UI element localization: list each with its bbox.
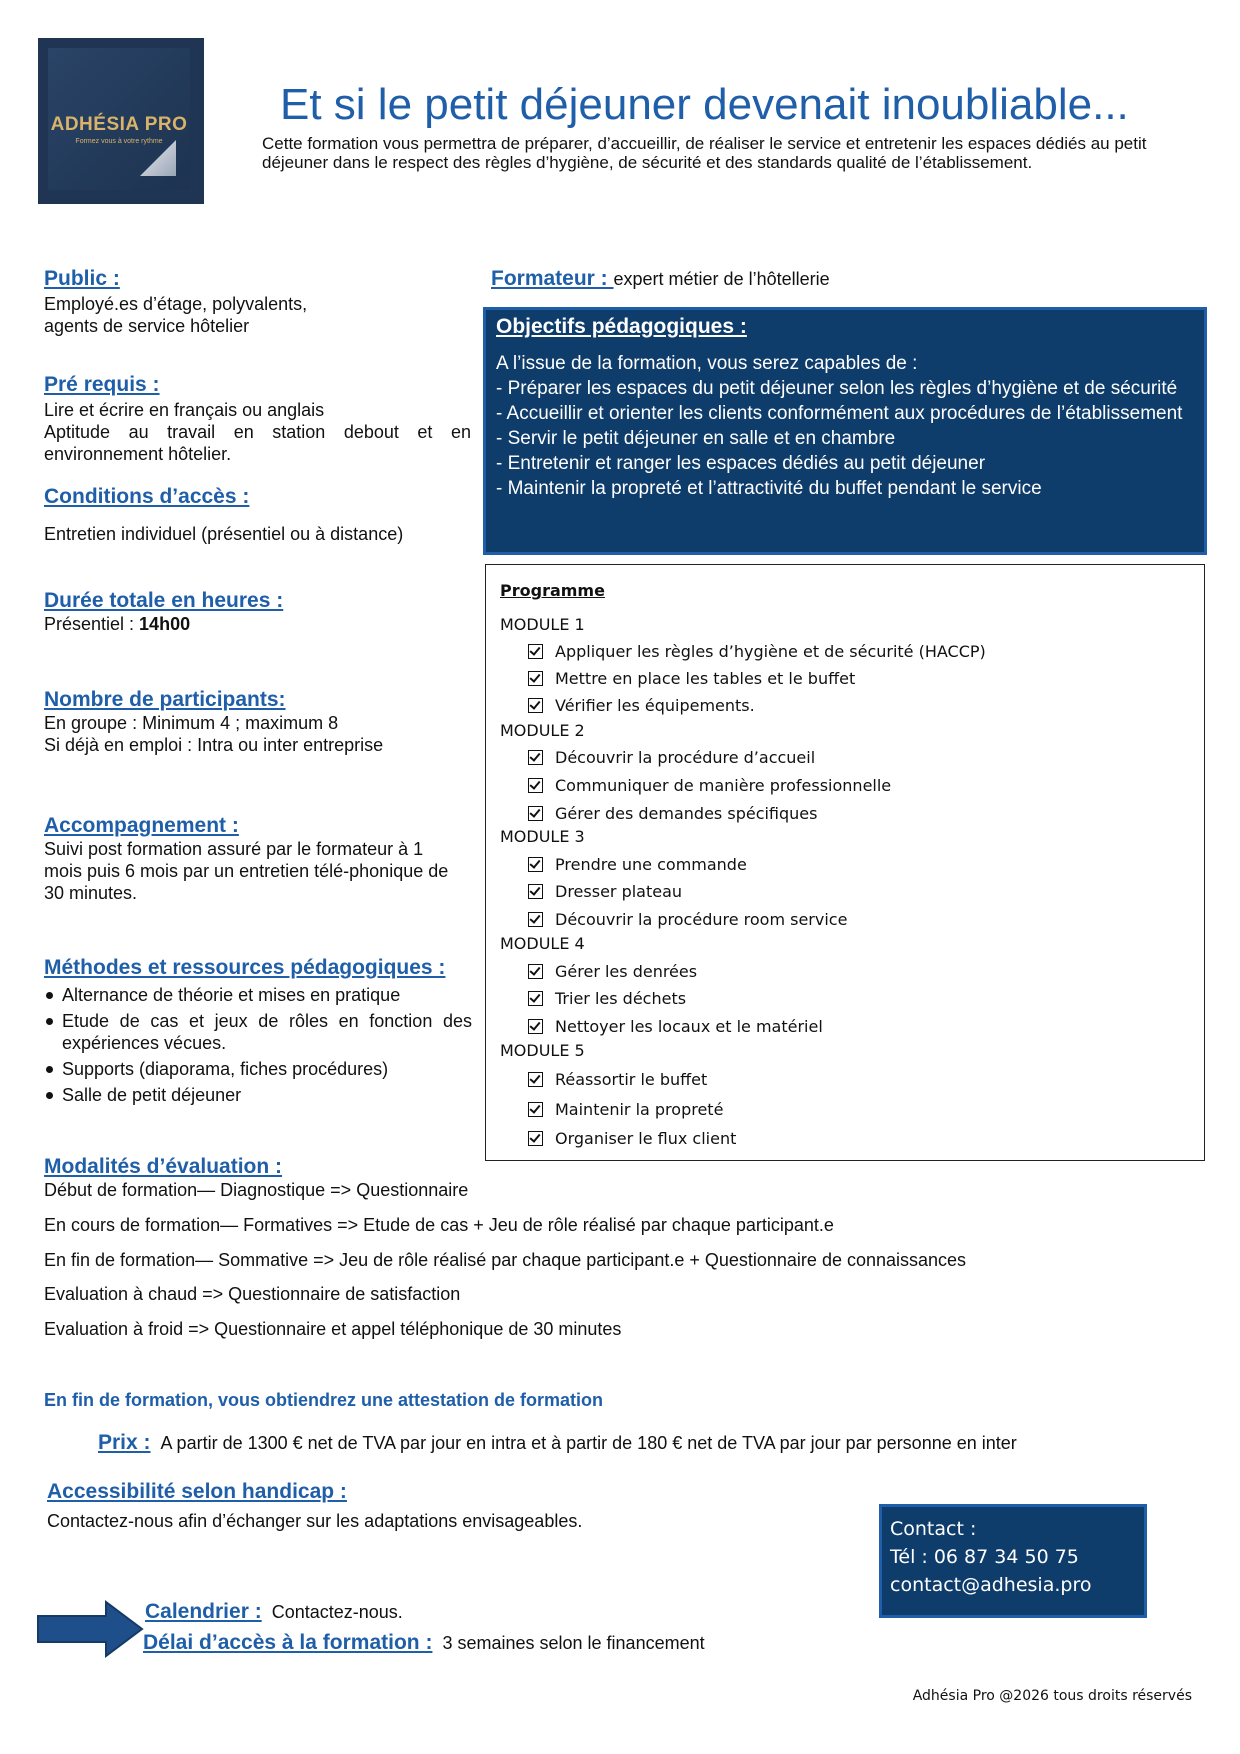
footer-copyright: Adhésia Pro @2026 tous droits réservés bbox=[912, 1688, 1192, 1704]
evaluation-title: Modalités d’évaluation : bbox=[44, 1155, 283, 1178]
calendrier-text: Contactez-nous. bbox=[271, 1602, 403, 1622]
attestation-text: En fin de formation, vous obtiendrez une attestation de formation bbox=[44, 1390, 604, 1410]
module-item bbox=[528, 1017, 823, 1036]
intro-text: Cette formation vous permettra de préparer, d’accueillir, de réaliser le service et entretenir les espaces dédiés au petit déjeuner dans le respect des règles d’hygiène, de sécurité et des standards qualité de l’établissement. bbox=[262, 134, 1147, 172]
accompagnement-text: Suivi post formation assuré par le formateur à 1 mois puis 6 mois par un entretien télé-phonique de 30 minutes. bbox=[44, 839, 449, 903]
logo-background bbox=[48, 48, 190, 190]
module-item-label: Vérifier les équipements. bbox=[555, 696, 755, 715]
contact-email[interactable]: contact@adhesia.pro bbox=[890, 1574, 1092, 1596]
checkbox-icon bbox=[528, 1102, 543, 1117]
evaluation-line: Début de formation— Diagnostique => Questionnaire bbox=[44, 1180, 469, 1200]
methodes-item: Salle de petit déjeuner bbox=[44, 1084, 472, 1106]
module-item-label: Réassortir le buffet bbox=[555, 1070, 708, 1089]
conditions-text: Entretien individuel (présentiel ou à distance) bbox=[44, 524, 404, 544]
participants-line: En groupe : Minimum 4 ; maximum 8 bbox=[44, 713, 339, 733]
formateur-text: expert métier de l’hôtellerie bbox=[613, 269, 830, 289]
participants-title: Nombre de participants: bbox=[44, 688, 286, 711]
module-item bbox=[528, 855, 747, 874]
checkbox-icon bbox=[528, 991, 543, 1006]
checkbox-icon bbox=[528, 698, 543, 713]
methodes-item: Alternance de théorie et mises en pratique bbox=[44, 984, 472, 1006]
module-title: MODULE 2 bbox=[500, 721, 585, 740]
formateur bbox=[491, 267, 830, 291]
module-item-label: Gérer des demandes spécifiques bbox=[555, 804, 818, 823]
formateur-title: Formateur : bbox=[491, 267, 614, 290]
objectifs-box bbox=[483, 307, 1207, 555]
module-item bbox=[528, 776, 891, 795]
module-item bbox=[528, 1100, 723, 1119]
objectifs-title: Objectifs pédagogiques : bbox=[496, 315, 747, 338]
module-item bbox=[528, 910, 847, 929]
checkbox-icon bbox=[528, 912, 543, 927]
evaluation-line: Evaluation à froid => Questionnaire et appel téléphonique de 30 minutes bbox=[44, 1319, 622, 1339]
prerequis-title: Pré requis : bbox=[44, 373, 160, 396]
checkbox-icon bbox=[528, 644, 543, 659]
evaluation-line: Evaluation à chaud => Questionnaire de satisfaction bbox=[44, 1284, 461, 1304]
module-item-label: Gérer les denrées bbox=[555, 962, 698, 981]
module-item-label: Dresser plateau bbox=[555, 882, 683, 901]
delai bbox=[143, 1631, 705, 1655]
module-item bbox=[528, 748, 815, 767]
objectifs-item: - Accueillir et orienter les clients conformément aux procédures de l’établissement bbox=[496, 403, 1183, 424]
duree-value: 14h00 bbox=[139, 614, 191, 634]
participants-text bbox=[44, 712, 383, 756]
public-title: Public : bbox=[44, 267, 120, 290]
module-item-label: Trier les déchets bbox=[555, 989, 687, 1008]
module-title: MODULE 5 bbox=[500, 1041, 585, 1060]
evaluation-line: En fin de formation— Sommative => Jeu de rôle réalisé par chaque participant.e + Questionnaire de connaissances bbox=[44, 1250, 967, 1270]
delai-title: Délai d’accès à la formation : bbox=[143, 1631, 433, 1654]
checkbox-icon bbox=[528, 778, 543, 793]
contact-phone[interactable]: Tél : 06 87 34 50 75 bbox=[890, 1546, 1079, 1568]
checkbox-icon bbox=[528, 806, 543, 821]
module-item bbox=[528, 642, 986, 661]
module-item-label: Prendre une commande bbox=[555, 855, 747, 874]
logo-tagline: Formez vous à votre rythme bbox=[75, 138, 163, 145]
module-item bbox=[528, 804, 817, 823]
prix-title: Prix : bbox=[98, 1431, 151, 1454]
objectifs-intro: A l’issue de la formation, vous serez capables de : bbox=[496, 353, 918, 374]
calendrier bbox=[145, 1600, 403, 1624]
logo-title: ADHÉSIA PRO bbox=[50, 114, 188, 135]
module-title: MODULE 4 bbox=[500, 934, 585, 953]
participants-line: Si déjà en emploi : Intra ou inter entreprise bbox=[44, 735, 384, 755]
methodes-item: Etude de cas et jeux de rôles en fonction des expériences vécues. bbox=[44, 1010, 472, 1054]
prerequis-line: Aptitude au travail en station debout et en environnement hôtelier. bbox=[44, 422, 471, 464]
checkbox-icon bbox=[528, 671, 543, 686]
accessibilite-text: Contactez-nous afin d’échanger sur les adaptations envisageables. bbox=[47, 1511, 583, 1531]
arrow-right-icon bbox=[36, 1600, 146, 1658]
module-item bbox=[528, 1070, 707, 1089]
checkbox-icon bbox=[528, 857, 543, 872]
accompagnement-title: Accompagnement : bbox=[44, 814, 239, 837]
module-item-label: Nettoyer les locaux et le matériel bbox=[555, 1017, 823, 1036]
public-text bbox=[44, 293, 307, 337]
module-item bbox=[528, 1129, 736, 1148]
calendrier-title: Calendrier : bbox=[145, 1600, 262, 1623]
module-item-label: Mettre en place les tables et le buffet bbox=[555, 669, 856, 688]
objectifs-item: - Préparer les espaces du petit déjeuner selon les règles d’hygiène et de sécurité bbox=[496, 378, 1178, 399]
conditions-title: Conditions d’accès : bbox=[44, 485, 250, 508]
module-item-label: Organiser le flux client bbox=[555, 1129, 737, 1148]
contact-label: Contact : bbox=[890, 1518, 977, 1540]
methodes-title: Méthodes et ressources pédagogiques : bbox=[44, 956, 446, 979]
prix bbox=[98, 1431, 1017, 1455]
module-item-label: Communiquer de manière professionnelle bbox=[555, 776, 892, 795]
prerequis-line: Lire et écrire en français ou anglais bbox=[44, 400, 325, 420]
module-item-label: Maintenir la propreté bbox=[555, 1100, 724, 1119]
module-item bbox=[528, 669, 855, 688]
duree-label: Présentiel : bbox=[44, 614, 140, 634]
module-title: MODULE 1 bbox=[500, 615, 585, 634]
checkbox-icon bbox=[528, 1072, 543, 1087]
programme-title: Programme bbox=[500, 581, 605, 600]
accessibilite-title: Accessibilité selon handicap : bbox=[47, 1480, 347, 1503]
prerequis-text bbox=[44, 399, 471, 465]
page-title: Et si le petit déjeuner devenait inoubliable... bbox=[280, 80, 1129, 129]
objectifs-item: - Maintenir la propreté et l’attractivité du buffet pendant le service bbox=[496, 478, 1042, 499]
evaluation-line: En cours de formation— Formatives => Etude de cas + Jeu de rôle réalisé par chaque participant.e bbox=[44, 1215, 834, 1235]
duree-title: Durée totale en heures : bbox=[44, 589, 284, 612]
prix-text: A partir de 1300 € net de TVA par jour en intra et à partir de 180 € net de TVA par jour par personne en inter bbox=[160, 1433, 1017, 1453]
methodes-list bbox=[44, 984, 472, 1110]
objectifs-item: - Servir le petit déjeuner en salle et en chambre bbox=[496, 428, 896, 449]
contact-box bbox=[879, 1504, 1147, 1618]
page-curl-icon bbox=[140, 140, 176, 176]
checkbox-icon bbox=[528, 1131, 543, 1146]
checkbox-icon bbox=[528, 884, 543, 899]
checkbox-icon bbox=[528, 964, 543, 979]
public-line: agents de service hôtelier bbox=[44, 316, 250, 336]
module-item bbox=[528, 989, 686, 1008]
module-title: MODULE 3 bbox=[500, 827, 585, 846]
public-line: Employé.es d’étage, polyvalents, bbox=[44, 294, 308, 314]
objectifs-item: - Entretenir et ranger les espaces dédiés au petit déjeuner bbox=[496, 453, 986, 474]
checkbox-icon bbox=[528, 1019, 543, 1034]
module-item-label: Découvrir la procédure d’accueil bbox=[555, 748, 816, 767]
methodes-item: Supports (diaporama, fiches procédures) bbox=[44, 1058, 472, 1080]
logo bbox=[38, 38, 204, 204]
module-item bbox=[528, 882, 682, 901]
module-item-label: Appliquer les règles d’hygiène et de sécurité (HACCP) bbox=[555, 642, 986, 661]
module-item bbox=[528, 962, 697, 981]
programme-box bbox=[485, 564, 1205, 1161]
delai-text: 3 semaines selon le financement bbox=[442, 1633, 705, 1653]
module-item-label: Découvrir la procédure room service bbox=[555, 910, 848, 929]
duree-text bbox=[44, 613, 190, 635]
module-item bbox=[528, 696, 755, 715]
checkbox-icon bbox=[528, 750, 543, 765]
